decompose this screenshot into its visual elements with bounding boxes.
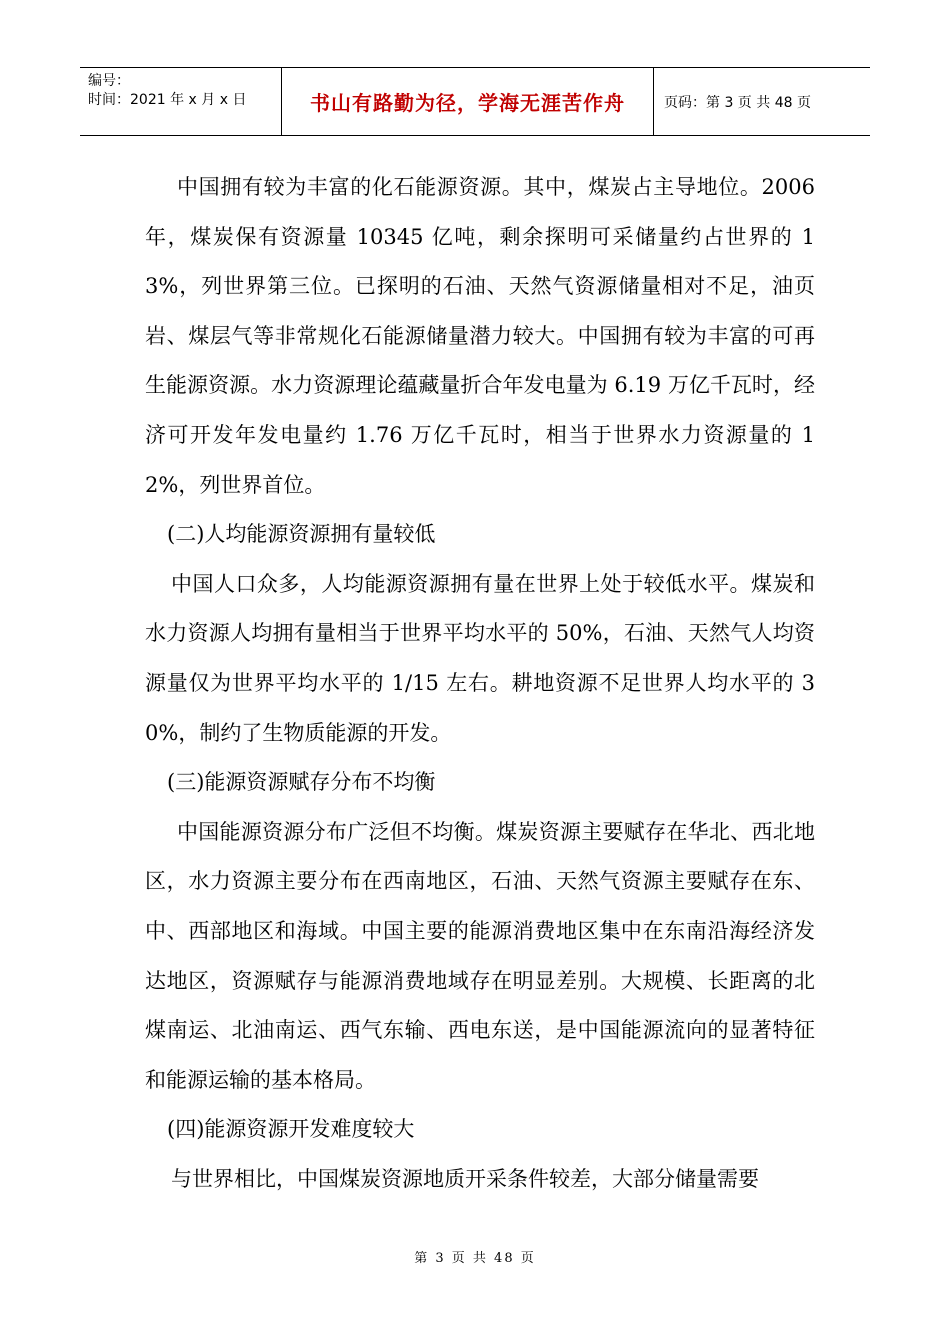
document-date-label: 时间：2021 年 x 月 x 日 [88,92,247,108]
header-meta [80,68,282,135]
section-heading-distribution: (三)能源资源赋存分布不均衡 [167,770,436,795]
paragraph-development: 与世界相比，中国煤炭资源地质开采条件较差，大部分储量需要 [171,1166,759,1191]
document-code-label: 编号： [88,73,130,89]
paragraph-distribution: 中国能源资源分布广泛但不均衡。煤炭资源主要赋存在华北、西北地区，水力资源主要分布在西南地区，石油、天然气资源主要赋存在东、中、西部地区和海域。中国主要的能源消费地区集中在东南沿海经济发达地区，资源赋存与能源消费地域存在明显差别。大规模、长距离的北煤南运、北油南运、西气东输、西电东送，是中国能源流向的显著特征和能源运输的基本格局。 [145,819,815,1092]
header-page-info: 页码：第 3 页 共 48 页 [664,94,811,111]
page-footer: 第 3 页 共 48 页 [414,1251,536,1266]
paragraph-fossil-resources: 中国拥有较为丰富的化石能源资源。其中，煤炭占主导地位。2006 年，煤炭保有资源量 10345 亿吨，剩余探明可采储量约占世界的 13%，列世界第三位。已探明的石油、天然气资源储量相对不足，油页岩、煤层气等非常规化石能源储量潜力较大。中国拥有较为丰富的可再生能源资源。水力资源理论蕴藏量折合年发电量为 6.19 万亿千瓦时，经济可开发年发电量约 1.76 万亿千瓦时，相当于世界水力资源量的 12%，列世界首位。 [145,175,815,497]
header-motto: 书山有路勤为径，学海无涯苦作舟 [282,68,654,135]
document-body [145,163,815,1204]
section-heading-development: (四)能源资源开发难度较大 [167,1117,415,1142]
section-heading-per-capita: (二)人均能源资源拥有量较低 [167,522,436,547]
page-header [80,67,870,136]
paragraph-per-capita: 中国人口众多，人均能源资源拥有量在世界上处于较低水平。煤炭和水力资源人均拥有量相当于世界平均水平的 50%，石油、天然气人均资源量仅为世界平均水平的 1/15 左右。耕地资源不足世界人均水平的 30%，制约了生物质能源的开发。 [145,571,815,745]
